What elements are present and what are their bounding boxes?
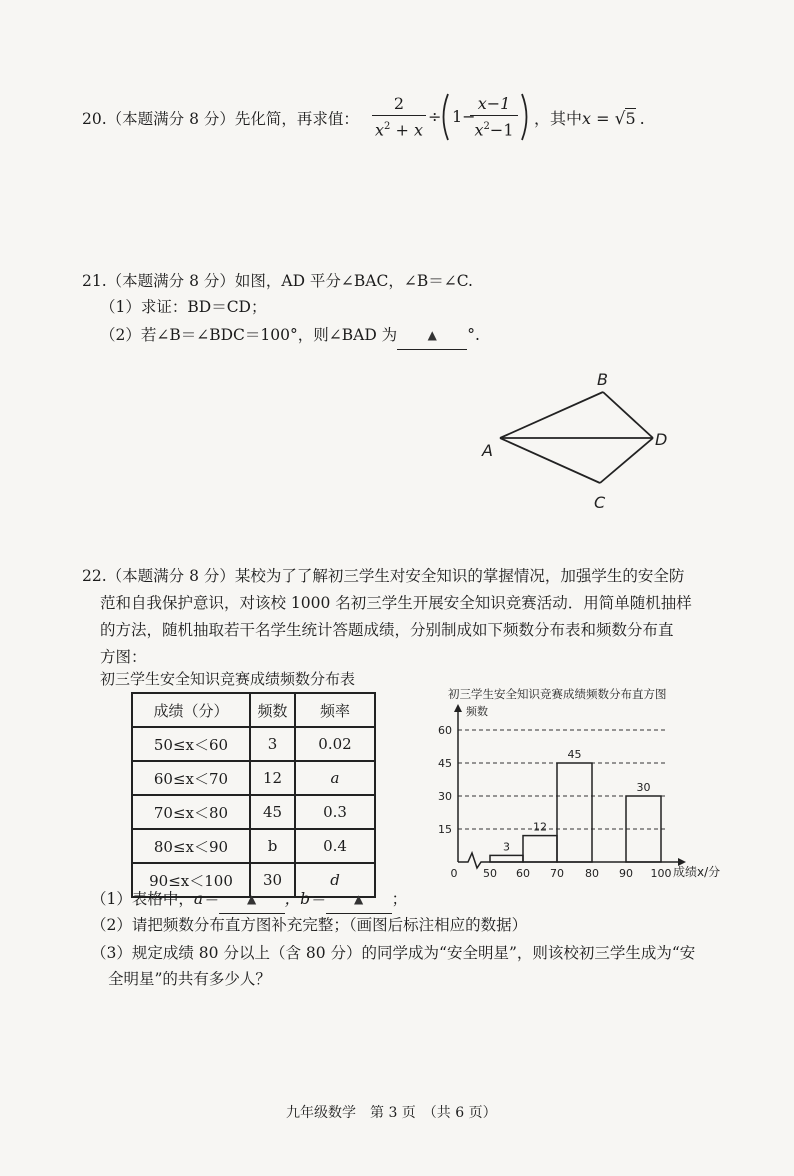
segment-BD xyxy=(603,392,653,438)
table-cell: 12 xyxy=(250,761,295,795)
label-B: B xyxy=(597,370,608,389)
y-tick-label: 60 xyxy=(438,724,452,737)
table-header-cell: 频率 xyxy=(295,693,375,727)
q22-sub3-line1: （3）规定成绩 80 分以上（含 80 分）的同学成为“安全明星”，则该校初三学生成为“安 xyxy=(91,944,696,962)
q20-right-paren xyxy=(520,92,532,146)
histogram-chart xyxy=(420,680,740,885)
x-tick-label: 0 xyxy=(450,867,458,880)
chart-title: 初三学生安全知识竞赛成绩频数分布直方图 xyxy=(448,687,667,701)
table-cell: 0.3 xyxy=(295,795,375,829)
frequency-table xyxy=(131,692,376,898)
chart-xlabel: 成绩x/分 xyxy=(673,865,721,879)
x-tick-label: 100 xyxy=(650,867,672,880)
q21-line1: 21.（本题满分 8 分）如图，AD 平分∠BAC，∠B＝∠C. xyxy=(82,272,473,290)
q20-condition: ，其中x = √5 . xyxy=(534,109,645,129)
q20-one-minus: 1− xyxy=(452,107,476,126)
q22-line2: 范和自我保护意识，对该校 1000 名初三学生开展安全知识竞赛活动．用简单随机抽样 xyxy=(100,594,692,612)
table-header-cell: 频数 xyxy=(250,693,295,727)
x-tick-label: 70 xyxy=(550,867,564,880)
q20 xyxy=(82,106,359,132)
q20-frac1-denominator: $x^2 + x$ xyxy=(374,120,423,140)
q20-frac2-denominator: $x^2-1$ xyxy=(474,120,514,140)
table-row xyxy=(132,761,375,795)
left-paren-shape xyxy=(438,92,450,142)
table-row xyxy=(132,795,375,829)
table-cell: 30 xyxy=(250,863,295,897)
table-cell: 0.4 xyxy=(295,829,375,863)
q20-fraction-1 xyxy=(372,94,426,140)
table-cell: 80≤x＜90 xyxy=(132,829,250,863)
q22-sub1: （1）表格中，a＝ ▲ ，b＝ ▲ ； xyxy=(91,886,407,914)
right-paren-shape xyxy=(520,92,532,142)
y-tick-label: 15 xyxy=(438,823,452,836)
table-cell: 70≤x＜80 xyxy=(132,795,250,829)
table-header-row xyxy=(132,693,375,727)
histogram-bar xyxy=(557,763,592,862)
table-cell: a xyxy=(295,761,375,795)
q20-frac2-bar xyxy=(470,115,518,116)
segment-AC xyxy=(500,438,600,483)
label-A: A xyxy=(482,441,493,460)
q20-header: （本题满分 8 分）先化简，再求值： xyxy=(106,110,359,128)
table-cell: 0.02 xyxy=(295,727,375,761)
label-D: D xyxy=(655,430,668,449)
segment-CD xyxy=(600,438,653,483)
q20-left-paren xyxy=(438,92,450,146)
bar-value-label: 45 xyxy=(567,748,582,761)
bar-value-label: 12 xyxy=(533,820,547,834)
q22-sub3-line2: 全明星”的共有多少人？ xyxy=(108,970,271,988)
y-axis-arrow-icon xyxy=(454,704,462,712)
sqrt-icon: √ xyxy=(614,109,626,129)
chart-ylabel: 频数 xyxy=(466,705,488,718)
table-cell: 60≤x＜70 xyxy=(132,761,250,795)
table-cell: 50≤x＜60 xyxy=(132,727,250,761)
q22-sub2: （2）请把频数分布直方图补充完整；（画图后标注相应的数据） xyxy=(91,916,528,934)
table-cell: 3 xyxy=(250,727,295,761)
q22-line1: 22.（本题满分 8 分）某校为了了解初三学生对安全知识的掌握情况，加强学生的安全防 xyxy=(82,567,685,585)
q20-fraction-2 xyxy=(470,94,518,140)
label-C: C xyxy=(594,493,606,512)
q20-frac1-bar xyxy=(372,115,426,116)
x-tick-label: 90 xyxy=(619,867,633,880)
q20-frac2-numerator: x−1 xyxy=(477,94,511,113)
histogram-bar xyxy=(523,836,557,862)
table-header-cell: 成绩（分） xyxy=(132,693,250,727)
q20-divide-sign: ÷ xyxy=(428,107,442,126)
y-tick-label: 45 xyxy=(438,757,452,770)
q22-line4: 方图： xyxy=(100,648,147,666)
y-tick-label: 30 xyxy=(438,790,452,803)
segment-AB xyxy=(500,392,603,438)
table-title: 初三学生安全知识竞赛成绩频数分布表 xyxy=(100,670,356,688)
q21-answer-blank[interactable]: ▲ xyxy=(397,322,467,350)
table-cell: d xyxy=(295,863,375,897)
answer-blank-a[interactable]: ▲ xyxy=(219,886,285,914)
page-footer: 九年级数学 第 3 页 （共 6 页） xyxy=(286,1105,497,1121)
x-tick-label: 60 xyxy=(516,867,530,880)
q21-part1: （1）求证：BD＝CD； xyxy=(100,298,267,316)
bar-value-label: 3 xyxy=(503,840,510,854)
table-row xyxy=(132,727,375,761)
answer-blank-b[interactable]: ▲ xyxy=(326,886,392,914)
table-row xyxy=(132,829,375,863)
table-cell: 45 xyxy=(250,795,295,829)
q20-number: 20. xyxy=(82,110,107,128)
q20-frac1-numerator: 2 xyxy=(393,94,405,113)
q21-part2: （2）若∠B＝∠BDC＝100°，则∠BAD 为 ▲ °. xyxy=(100,322,480,350)
x-tick-label: 80 xyxy=(585,867,599,880)
histogram-bar xyxy=(490,855,523,862)
table-cell: b xyxy=(250,829,295,863)
bar-value-label: 30 xyxy=(636,781,651,794)
x-tick-label: 50 xyxy=(483,867,497,880)
table-cell: 90≤x＜100 xyxy=(132,863,250,897)
q21-figure xyxy=(470,365,700,520)
q22-line3: 的方法，随机抽取若干名学生统计答题成绩，分别制成如下频数分布表和频数分布直 xyxy=(100,621,674,639)
